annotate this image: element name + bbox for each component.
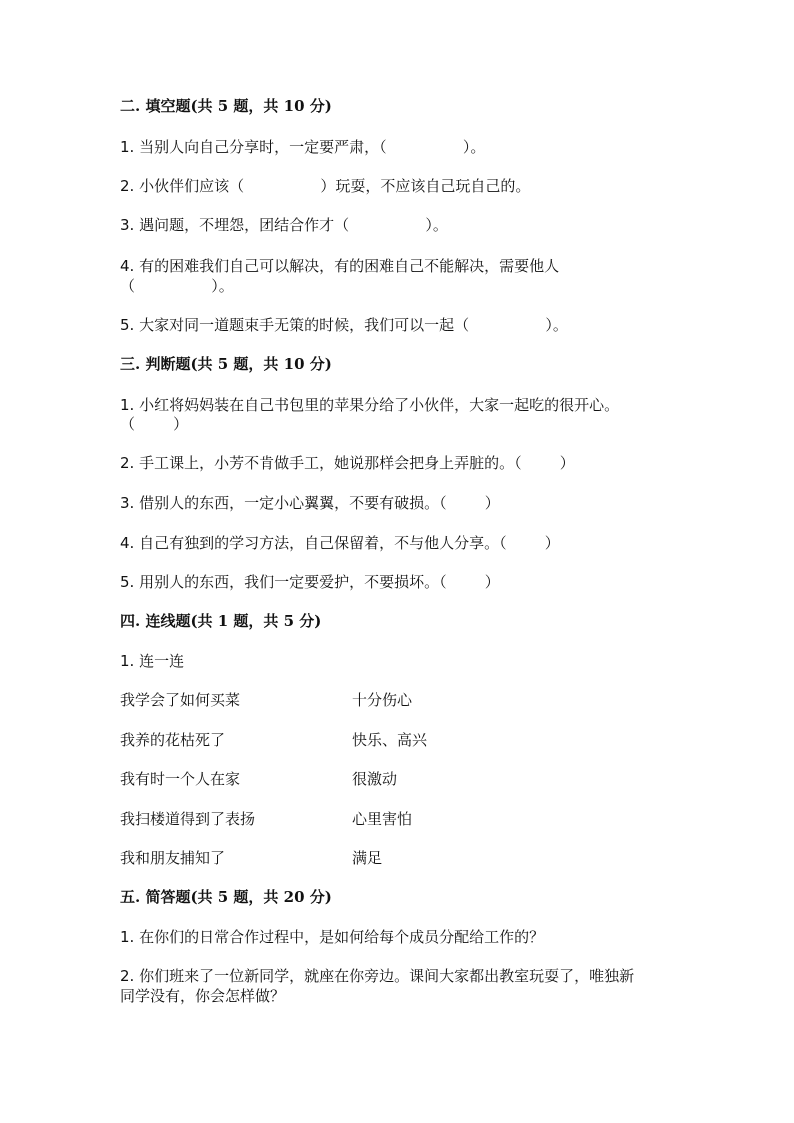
fill-blank-item-4-continuation: （ ）。	[120, 277, 234, 295]
fill-blank-item-2: 2. 小伙伴们应该（ ）玩耍，不应该自己玩自己的。	[120, 177, 531, 195]
fill-blank-item-3: 3. 遇问题，不埋怨，团结合作才（ ）。	[120, 216, 448, 234]
matching-left-item: 我养的花枯死了	[120, 731, 226, 749]
true-false-item-5: 5. 用别人的东西，我们一定要爱护，不要损坏。（ ）	[120, 573, 500, 591]
true-false-item-2: 2. 手工课上，小芳不肯做手工，她说那样会把身上弄脏的。（ ）	[120, 454, 575, 472]
matching-right-item: 很激动	[352, 770, 398, 788]
fill-blank-item-5: 5. 大家对同一道题束手无策的时候，我们可以一起（ ）。	[120, 316, 568, 334]
section-heading-fill-blank: 二. 填空题(共 5 题，共 10 分)	[120, 97, 332, 115]
short-answer-item-1: 1. 在你们的日常合作过程中，是如何给每个成员分配给工作的？	[120, 928, 545, 946]
matching-right-item: 心里害怕	[352, 810, 413, 828]
section-heading-matching: 四. 连线题(共 1 题，共 5 分)	[120, 612, 322, 630]
true-false-item-3: 3. 借别人的东西，一定小心翼翼，不要有破损。（ ）	[120, 494, 500, 512]
section-heading-true-false: 三. 判断题(共 5 题，共 10 分)	[120, 355, 332, 373]
matching-left-item: 我学会了如何买菜	[120, 691, 241, 709]
matching-right-item: 十分伤心	[352, 691, 413, 709]
matching-left-item: 我有时一个人在家	[120, 770, 241, 788]
matching-right-item: 快乐、高兴	[352, 731, 428, 749]
matching-left-item: 我和朋友捕知了	[120, 849, 226, 867]
matching-left-item: 我扫楼道得到了表扬	[120, 810, 256, 828]
true-false-item-1-continuation: （ ）	[120, 415, 189, 433]
short-answer-item-2: 2. 你们班来了一位新同学，就座在你旁边。课间大家都出教室玩耍了，唯独新	[120, 967, 635, 985]
matching-prompt: 1. 连一连	[120, 652, 185, 670]
matching-right-item: 满足	[352, 849, 383, 867]
section-heading-short-answer: 五. 简答题(共 5 题，共 20 分)	[120, 888, 332, 906]
fill-blank-item-1: 1. 当别人向自己分享时，一定要严肃，（ ）。	[120, 138, 486, 156]
true-false-item-1: 1. 小红将妈妈装在自己书包里的苹果分给了小伙伴，大家一起吃的很开心。	[120, 396, 620, 414]
true-false-item-4: 4. 自己有独到的学习方法，自己保留着，不与他人分享。（ ）	[120, 534, 560, 552]
fill-blank-item-4: 4. 有的困难我们自己可以解决，有的困难自己不能解决，需要他人	[120, 257, 560, 275]
short-answer-item-2-continuation: 同学没有，你会怎样做？	[120, 987, 286, 1005]
